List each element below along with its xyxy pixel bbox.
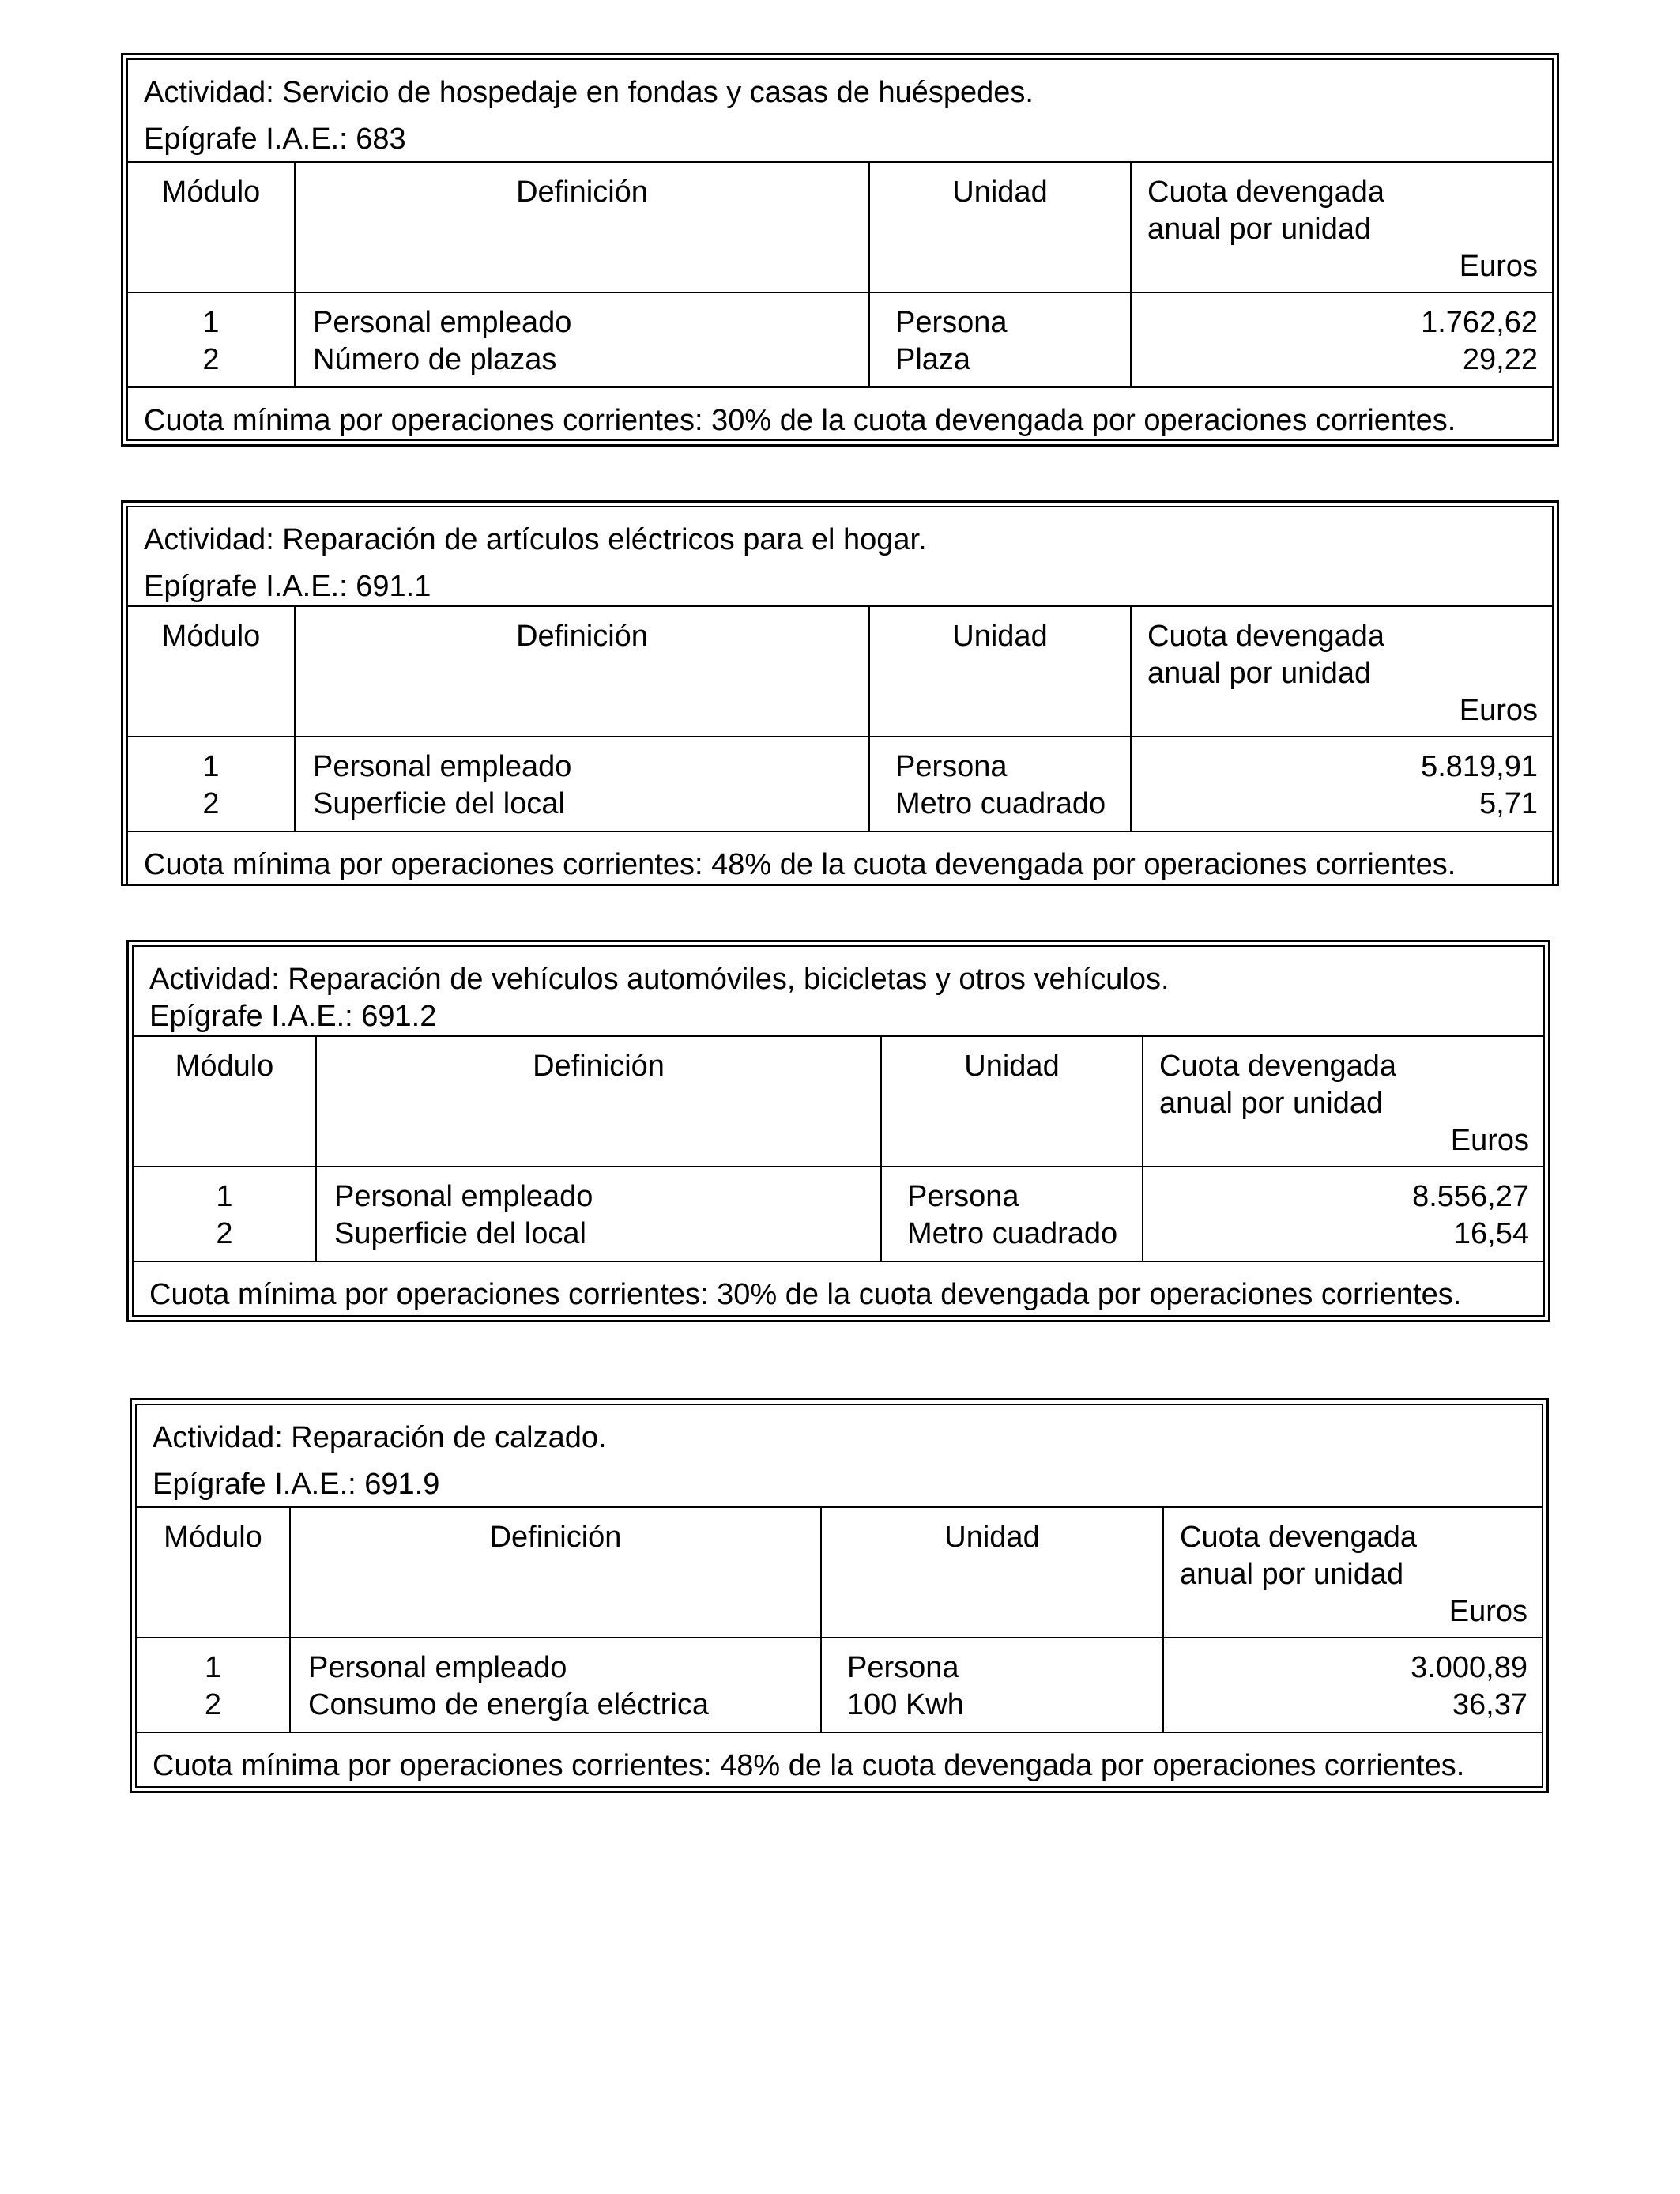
- cuota-minima: Cuota mínima por operaciones corrientes: 30% de la cuota devengada por operaciones corrientes.: [133, 1261, 1544, 1316]
- module-table-691-9: [130, 1398, 1549, 1793]
- modulo-value: 2: [204, 1688, 222, 1721]
- header-euros: Euros: [1450, 1124, 1529, 1157]
- unidad-value: Metro cuadrado: [895, 787, 1106, 820]
- modulo-value: 1: [216, 1180, 233, 1213]
- cuota-value: 1.762,62: [1421, 306, 1538, 339]
- cuota-cell: [1143, 1167, 1544, 1261]
- definicion-value: Superficie del local: [313, 787, 565, 820]
- unidad-cell: [881, 1167, 1143, 1261]
- unidad-value: 100 Kwh: [847, 1688, 964, 1721]
- definicion-cell: [295, 737, 869, 831]
- cuota-value: 16,54: [1453, 1217, 1529, 1250]
- header-cuota: [1131, 606, 1553, 737]
- header-unidad: Unidad: [881, 1036, 1143, 1167]
- header-cuota-line2: anual por unidad: [1147, 657, 1372, 690]
- modulo-value: 2: [202, 787, 220, 820]
- module-table-683: [121, 53, 1559, 447]
- header-definicion: Definición: [316, 1036, 881, 1167]
- definicion-cell: [295, 292, 869, 387]
- modulo-value: 1: [202, 306, 220, 339]
- activity-title: Actividad: Reparación de vehículos automóviles, bicicletas y otros vehículos.: [149, 963, 1170, 996]
- module-table-inner: [126, 58, 1554, 441]
- header-modulo: Módulo: [127, 162, 295, 292]
- modulo-value: 1: [202, 750, 220, 783]
- modulo-cell: [127, 292, 295, 387]
- header-modulo: Módulo: [136, 1507, 290, 1638]
- cuota-value: 36,37: [1452, 1688, 1527, 1721]
- activity-title: Actividad: Reparación de calzado.: [153, 1421, 607, 1454]
- cuota-value: 8.556,27: [1412, 1180, 1529, 1213]
- modulo-cell: [136, 1638, 290, 1732]
- unidad-value: Persona: [907, 1180, 1019, 1213]
- definicion-value: Personal empleado: [313, 750, 572, 783]
- activity-cell: [133, 946, 1544, 1036]
- definicion-value: Superficie del local: [334, 1217, 586, 1250]
- cuota-value: 3.000,89: [1411, 1651, 1527, 1684]
- definicion-cell: [290, 1638, 821, 1732]
- header-euros: Euros: [1448, 1595, 1527, 1628]
- header-cuota-line1: Cuota devengada: [1147, 175, 1385, 209]
- header-definicion: Definición: [290, 1507, 821, 1638]
- activity-title: Actividad: Servicio de hospedaje en fondas y casas de huéspedes.: [144, 76, 1034, 109]
- table-row: [127, 737, 1553, 831]
- modulo-value: 2: [202, 343, 220, 376]
- cuota-minima: Cuota mínima por operaciones corrientes: 30% de la cuota devengada por operaciones corrientes.: [127, 387, 1553, 440]
- definicion-value: Número de plazas: [313, 343, 557, 376]
- definicion-value: Personal empleado: [334, 1180, 593, 1213]
- header-cuota-line2: anual por unidad: [1180, 1558, 1404, 1591]
- module-table-691-1: [121, 500, 1559, 886]
- unidad-value: Persona: [895, 306, 1008, 339]
- epigrafe-label: Epígrafe I.A.E.: 691.2: [149, 1000, 437, 1033]
- activity-cell: [136, 1404, 1543, 1507]
- header-cuota: [1163, 1507, 1543, 1638]
- unidad-value: Metro cuadrado: [907, 1217, 1118, 1250]
- module-table-inner: [126, 506, 1554, 885]
- header-cuota-line2: anual por unidad: [1159, 1087, 1384, 1120]
- header-cuota-line1: Cuota devengada: [1180, 1521, 1418, 1554]
- unidad-value: Persona: [847, 1651, 959, 1684]
- unidad-value: Plaza: [895, 343, 971, 376]
- header-unidad: Unidad: [869, 162, 1131, 292]
- epigrafe-label: Epígrafe I.A.E.: 683: [144, 123, 406, 156]
- activity-title: Actividad: Reparación de artículos eléctricos para el hogar.: [144, 523, 927, 556]
- activity-cell: [127, 59, 1553, 162]
- header-cuota-line1: Cuota devengada: [1147, 620, 1385, 653]
- header-cuota-line2: anual por unidad: [1147, 213, 1372, 246]
- cuota-minima: Cuota mínima por operaciones corrientes: 48% de la cuota devengada por operaciones corrientes.: [136, 1732, 1543, 1787]
- epigrafe-label: Epígrafe I.A.E.: 691.1: [144, 570, 431, 603]
- cuota-cell: [1131, 737, 1553, 831]
- unidad-value: Persona: [895, 750, 1008, 783]
- cuota-value: 29,22: [1462, 343, 1538, 376]
- unidad-cell: [821, 1638, 1163, 1732]
- definicion-value: Personal empleado: [308, 1651, 567, 1684]
- header-definicion: Definición: [295, 606, 869, 737]
- table-row: [127, 292, 1553, 387]
- cuota-value: 5,71: [1479, 787, 1538, 820]
- epigrafe-label: Epígrafe I.A.E.: 691.9: [153, 1468, 440, 1501]
- module-table-inner: [132, 945, 1545, 1317]
- table-row: [133, 1167, 1544, 1261]
- modulo-cell: [127, 737, 295, 831]
- header-cuota: [1131, 162, 1553, 292]
- header-euros: Euros: [1459, 694, 1538, 727]
- cuota-cell: [1163, 1638, 1543, 1732]
- table-row: [136, 1638, 1543, 1732]
- header-modulo: Módulo: [127, 606, 295, 737]
- modulo-value: 1: [204, 1651, 222, 1684]
- modulo-cell: [133, 1167, 316, 1261]
- header-unidad: Unidad: [869, 606, 1131, 737]
- modulo-value: 2: [216, 1217, 233, 1250]
- header-unidad: Unidad: [821, 1507, 1163, 1638]
- header-definicion: Definición: [295, 162, 869, 292]
- header-modulo: Módulo: [133, 1036, 316, 1167]
- cuota-cell: [1131, 292, 1553, 387]
- header-euros: Euros: [1459, 250, 1538, 283]
- cuota-minima: Cuota mínima por operaciones corrientes: 48% de la cuota devengada por operaciones corrientes.: [127, 831, 1553, 884]
- module-table-inner: [135, 1404, 1543, 1788]
- definicion-value: Consumo de energía eléctrica: [308, 1688, 709, 1721]
- header-cuota: [1143, 1036, 1544, 1167]
- activity-cell: [127, 507, 1553, 606]
- header-cuota-line1: Cuota devengada: [1159, 1050, 1397, 1083]
- definicion-cell: [316, 1167, 881, 1261]
- cuota-value: 5.819,91: [1421, 750, 1538, 783]
- unidad-cell: [869, 292, 1131, 387]
- module-table-691-2: [126, 940, 1550, 1322]
- definicion-value: Personal empleado: [313, 306, 572, 339]
- unidad-cell: [869, 737, 1131, 831]
